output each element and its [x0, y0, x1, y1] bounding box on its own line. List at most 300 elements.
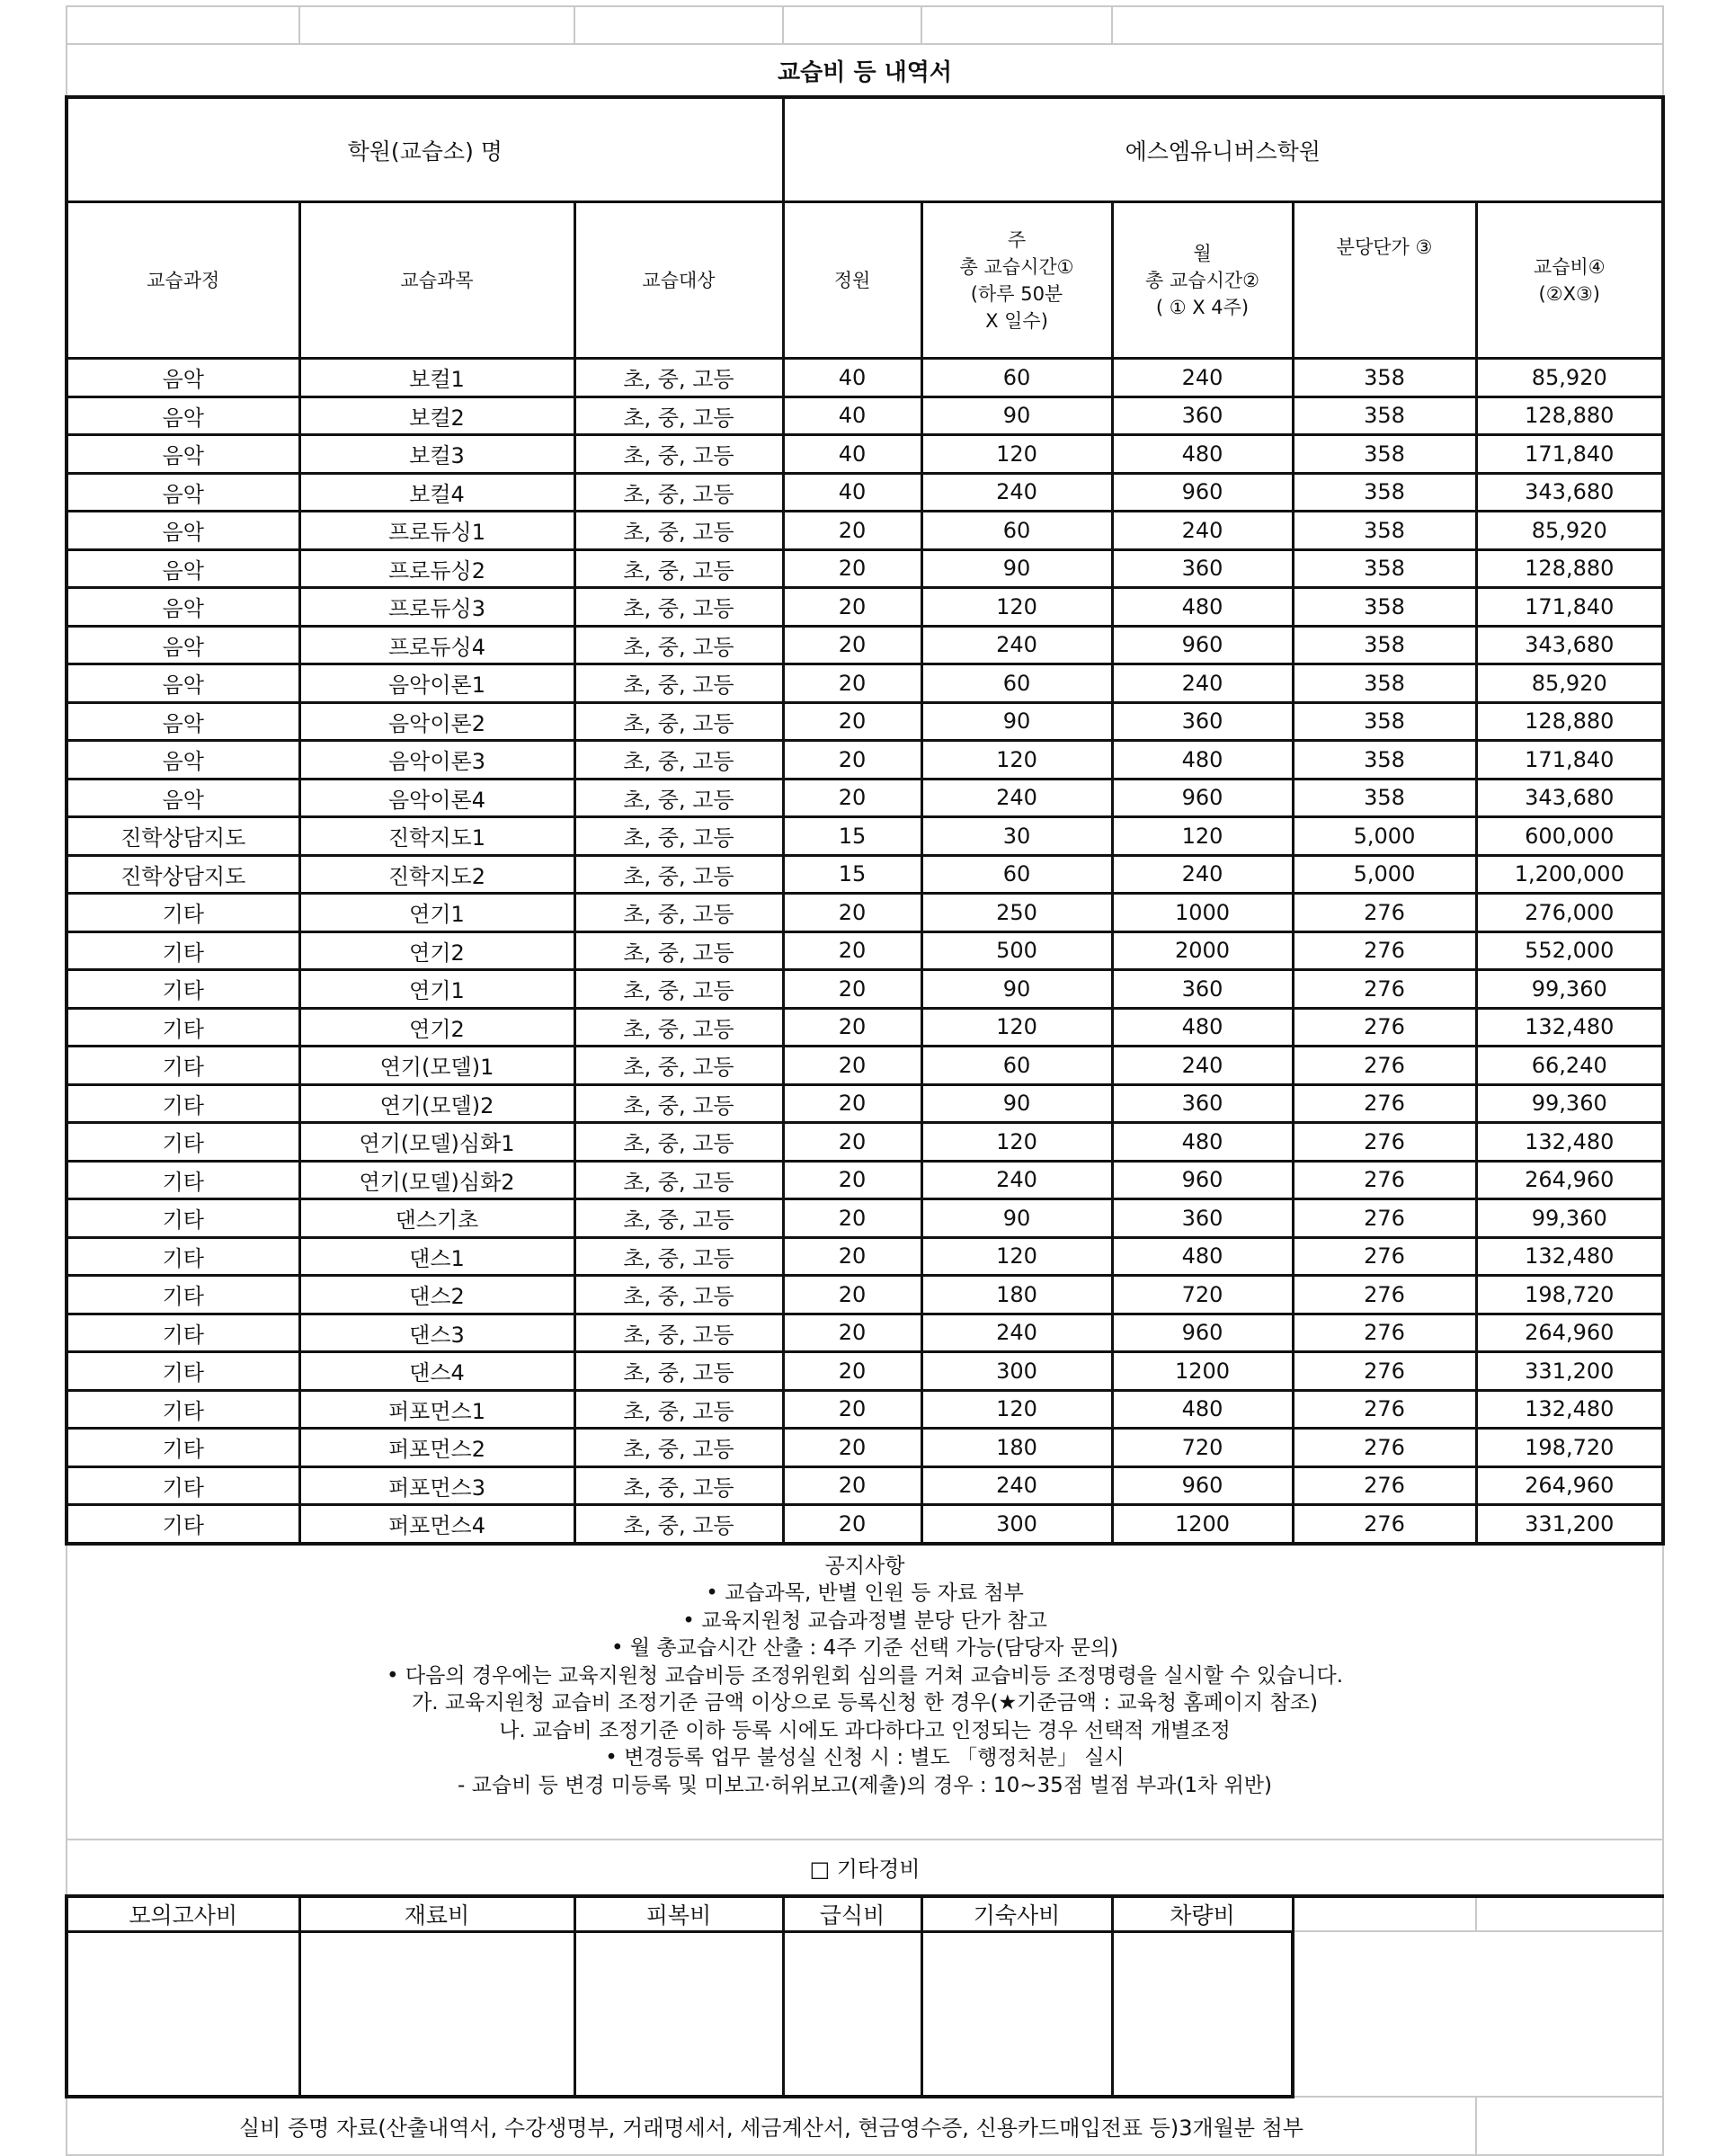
row-unit-price: 358 — [1293, 664, 1476, 703]
expense-blank — [1293, 1931, 1663, 2097]
row-course: 기타 — [67, 1314, 299, 1352]
row-course: 음악 — [67, 588, 299, 627]
row-target: 초, 중, 고등 — [574, 817, 783, 856]
row-subject: 연기(모델)심화1 — [299, 1123, 574, 1162]
row-monthly-hours: 960 — [1112, 1466, 1293, 1505]
header-course: 교습과정 — [67, 202, 299, 359]
table-row — [67, 359, 1663, 397]
expense-blank — [1476, 1896, 1663, 1932]
row-fee: 331,200 — [1476, 1352, 1663, 1391]
row-capacity: 20 — [783, 512, 921, 550]
row-unit-price: 276 — [1293, 1352, 1476, 1391]
row-target: 초, 중, 고등 — [574, 1276, 783, 1314]
footer-note: 실비 증명 자료(산출내역서, 수강생명부, 거래명세서, 세금계산서, 현금영수증, 신용카드매입전표 등)3개월분 첨부 — [67, 2097, 1476, 2155]
row-capacity: 20 — [783, 1352, 921, 1391]
row-monthly-hours: 1200 — [1112, 1352, 1293, 1391]
row-weekly-hours: 250 — [921, 894, 1112, 932]
row-fee: 343,680 — [1476, 626, 1663, 664]
table-row — [67, 1084, 1663, 1123]
expense-value-cell[interactable] — [299, 1931, 574, 2097]
row-target: 초, 중, 고등 — [574, 1084, 783, 1123]
row-subject: 프로듀싱4 — [299, 626, 574, 664]
row-fee: 343,680 — [1476, 473, 1663, 512]
row-weekly-hours: 60 — [921, 1047, 1112, 1085]
header-weekly-line: X 일수) — [985, 309, 1048, 332]
row-fee: 99,360 — [1476, 1084, 1663, 1123]
row-course: 기타 — [67, 1390, 299, 1429]
row-monthly-hours: 960 — [1112, 1161, 1293, 1199]
row-fee: 343,680 — [1476, 779, 1663, 817]
row-monthly-hours: 240 — [1112, 359, 1293, 397]
other-expenses-title: □ 기타경비 — [67, 1840, 1663, 1896]
expense-value-cell[interactable] — [574, 1931, 783, 2097]
row-subject: 진학지도2 — [299, 855, 574, 894]
row-fee: 171,840 — [1476, 435, 1663, 474]
row-fee: 171,840 — [1476, 741, 1663, 780]
row-course: 음악 — [67, 396, 299, 435]
row-course: 기타 — [67, 1505, 299, 1544]
table-row — [67, 1047, 1663, 1085]
row-weekly-hours: 240 — [921, 1466, 1112, 1505]
row-target: 초, 중, 고등 — [574, 855, 783, 894]
row-course: 음악 — [67, 512, 299, 550]
row-fee: 128,880 — [1476, 396, 1663, 435]
table-row — [67, 817, 1663, 856]
row-capacity: 20 — [783, 1390, 921, 1429]
row-subject: 진학지도1 — [299, 817, 574, 856]
row-target: 초, 중, 고등 — [574, 702, 783, 741]
row-fee: 264,960 — [1476, 1161, 1663, 1199]
row-course: 음악 — [67, 435, 299, 474]
row-target: 초, 중, 고등 — [574, 1161, 783, 1199]
row-fee: 600,000 — [1476, 817, 1663, 856]
row-capacity: 40 — [783, 396, 921, 435]
row-weekly-hours: 240 — [921, 1161, 1112, 1199]
row-capacity: 20 — [783, 1008, 921, 1047]
row-capacity: 20 — [783, 1466, 921, 1505]
fee-table — [65, 5, 1665, 2156]
row-target: 초, 중, 고등 — [574, 626, 783, 664]
header-weekly-line: 총 교습시간① — [959, 255, 1074, 278]
row-capacity: 20 — [783, 588, 921, 627]
institute-name: 에스엠유니버스학원 — [783, 97, 1663, 202]
row-course: 기타 — [67, 970, 299, 1009]
row-unit-price: 358 — [1293, 473, 1476, 512]
row-target: 초, 중, 고등 — [574, 1429, 783, 1467]
row-subject: 연기1 — [299, 970, 574, 1009]
row-capacity: 20 — [783, 894, 921, 932]
row-capacity: 20 — [783, 1314, 921, 1352]
table-row — [67, 1314, 1663, 1352]
row-unit-price: 276 — [1293, 894, 1476, 932]
row-capacity: 20 — [783, 741, 921, 780]
row-subject: 연기(모델)2 — [299, 1084, 574, 1123]
header-weekly-line: (하루 50분 — [970, 282, 1063, 305]
table-row — [67, 970, 1663, 1009]
row-target: 초, 중, 고등 — [574, 512, 783, 550]
row-subject: 연기1 — [299, 894, 574, 932]
row-unit-price: 358 — [1293, 435, 1476, 474]
expense-materials: 재료비 — [299, 1896, 574, 1932]
row-subject: 음악이론4 — [299, 779, 574, 817]
expense-value-cell[interactable] — [921, 1931, 1112, 2097]
row-fee: 264,960 — [1476, 1314, 1663, 1352]
notice-line: - 교습비 등 변경 미등록 및 미보고·허위보고(제출)의 경우 : 10~35점 벌점 부과(1차 위반) — [458, 1773, 1272, 1797]
row-target: 초, 중, 고등 — [574, 549, 783, 588]
row-course: 기타 — [67, 894, 299, 932]
row-subject: 연기(모델)심화2 — [299, 1161, 574, 1199]
row-capacity: 20 — [783, 664, 921, 703]
row-monthly-hours: 480 — [1112, 1237, 1293, 1276]
row-weekly-hours: 300 — [921, 1505, 1112, 1544]
row-weekly-hours: 240 — [921, 626, 1112, 664]
table-row — [67, 588, 1663, 627]
row-subject: 보컬3 — [299, 435, 574, 474]
row-monthly-hours: 240 — [1112, 512, 1293, 550]
row-fee: 99,360 — [1476, 1199, 1663, 1238]
footer-blank — [1476, 2097, 1663, 2155]
row-subject: 퍼포먼스4 — [299, 1505, 574, 1544]
row-target: 초, 중, 고등 — [574, 588, 783, 627]
row-subject: 보컬1 — [299, 359, 574, 397]
row-monthly-hours: 360 — [1112, 702, 1293, 741]
row-weekly-hours: 120 — [921, 435, 1112, 474]
row-unit-price: 358 — [1293, 702, 1476, 741]
row-capacity: 20 — [783, 1161, 921, 1199]
row-target: 초, 중, 고등 — [574, 1008, 783, 1047]
table-row — [67, 512, 1663, 550]
row-target: 초, 중, 고등 — [574, 741, 783, 780]
row-target: 초, 중, 고등 — [574, 664, 783, 703]
row-capacity: 20 — [783, 1429, 921, 1467]
row-monthly-hours: 120 — [1112, 817, 1293, 856]
row-fee: 198,720 — [1476, 1429, 1663, 1467]
row-monthly-hours: 480 — [1112, 1390, 1293, 1429]
row-unit-price: 276 — [1293, 1199, 1476, 1238]
row-capacity: 15 — [783, 817, 921, 856]
table-row — [67, 1390, 1663, 1429]
row-fee: 128,880 — [1476, 549, 1663, 588]
row-fee: 132,480 — [1476, 1390, 1663, 1429]
table-row — [67, 396, 1663, 435]
header-fee — [1476, 202, 1663, 359]
row-capacity: 20 — [783, 626, 921, 664]
notice-line: • 월 총교습시간 산출 : 4주 기준 선택 가능(담당자 문의) — [610, 1636, 1119, 1660]
row-fee: 198,720 — [1476, 1276, 1663, 1314]
header-subject: 교습과목 — [299, 202, 574, 359]
row-course: 음악 — [67, 702, 299, 741]
row-fee: 264,960 — [1476, 1466, 1663, 1505]
row-monthly-hours: 720 — [1112, 1429, 1293, 1467]
header-fee-line: 교습비④ — [1533, 255, 1606, 278]
table-row — [67, 779, 1663, 817]
row-capacity: 20 — [783, 1047, 921, 1085]
row-course: 기타 — [67, 1123, 299, 1162]
row-course: 기타 — [67, 1047, 299, 1085]
row-course: 기타 — [67, 1161, 299, 1199]
row-capacity: 20 — [783, 702, 921, 741]
table-row — [67, 473, 1663, 512]
row-monthly-hours: 480 — [1112, 588, 1293, 627]
institute-label: 학원(교습소) 명 — [67, 97, 783, 202]
row-unit-price: 276 — [1293, 1276, 1476, 1314]
row-unit-price: 276 — [1293, 1237, 1476, 1276]
row-fee: 85,920 — [1476, 664, 1663, 703]
row-capacity: 20 — [783, 1199, 921, 1238]
expense-clothing: 피복비 — [574, 1896, 783, 1932]
row-monthly-hours: 360 — [1112, 396, 1293, 435]
row-target: 초, 중, 고등 — [574, 1314, 783, 1352]
row-unit-price: 358 — [1293, 549, 1476, 588]
row-course: 기타 — [67, 1237, 299, 1276]
row-fee: 85,920 — [1476, 359, 1663, 397]
row-weekly-hours: 120 — [921, 1123, 1112, 1162]
row-fee: 171,840 — [1476, 588, 1663, 627]
row-monthly-hours: 2000 — [1112, 931, 1293, 970]
row-unit-price: 358 — [1293, 626, 1476, 664]
expense-value-cell[interactable] — [783, 1931, 921, 2097]
row-monthly-hours: 480 — [1112, 1008, 1293, 1047]
row-unit-price: 276 — [1293, 1390, 1476, 1429]
row-unit-price: 276 — [1293, 1047, 1476, 1085]
row-subject: 댄스2 — [299, 1276, 574, 1314]
row-monthly-hours: 960 — [1112, 626, 1293, 664]
expense-dormitory: 기숙사비 — [921, 1896, 1112, 1932]
row-subject: 댄스3 — [299, 1314, 574, 1352]
row-capacity: 40 — [783, 473, 921, 512]
row-capacity: 20 — [783, 779, 921, 817]
notice-line: 나. 교습비 조정기준 이하 등록 시에도 과다하다고 인정되는 경우 선택적 개별조정 — [499, 1718, 1231, 1742]
row-capacity: 20 — [783, 1084, 921, 1123]
table-row — [67, 1505, 1663, 1544]
row-weekly-hours: 90 — [921, 1084, 1112, 1123]
row-target: 초, 중, 고등 — [574, 931, 783, 970]
row-target: 초, 중, 고등 — [574, 473, 783, 512]
row-capacity: 20 — [783, 1276, 921, 1314]
table-row — [67, 626, 1663, 664]
row-monthly-hours: 240 — [1112, 1047, 1293, 1085]
table-row — [67, 1008, 1663, 1047]
row-capacity: 20 — [783, 970, 921, 1009]
notice-line: 가. 교육지원청 교습비 조정기준 금액 이상으로 등록신청 한 경우(★기준금액 : 교육청 홈페이지 참조) — [412, 1691, 1318, 1715]
row-fee: 99,360 — [1476, 970, 1663, 1009]
row-fee: 66,240 — [1476, 1047, 1663, 1085]
row-course: 진학상담지도 — [67, 855, 299, 894]
row-target: 초, 중, 고등 — [574, 1047, 783, 1085]
expense-mock-exam: 모의고사비 — [67, 1896, 299, 1932]
row-subject: 연기2 — [299, 931, 574, 970]
institute-row — [67, 97, 1663, 202]
row-subject: 프로듀싱2 — [299, 549, 574, 588]
row-course: 음악 — [67, 359, 299, 397]
table-row — [67, 1429, 1663, 1467]
row-course: 음악 — [67, 549, 299, 588]
row-weekly-hours: 180 — [921, 1276, 1112, 1314]
row-weekly-hours: 120 — [921, 741, 1112, 780]
row-weekly-hours: 240 — [921, 473, 1112, 512]
row-fee: 276,000 — [1476, 894, 1663, 932]
row-course: 음악 — [67, 741, 299, 780]
row-unit-price: 358 — [1293, 588, 1476, 627]
blank-top-row — [67, 6, 1663, 44]
row-course: 기타 — [67, 1084, 299, 1123]
table-row — [67, 1466, 1663, 1505]
row-subject: 프로듀싱1 — [299, 512, 574, 550]
row-target: 초, 중, 고등 — [574, 1237, 783, 1276]
row-capacity: 20 — [783, 1123, 921, 1162]
row-fee: 331,200 — [1476, 1505, 1663, 1544]
row-weekly-hours: 90 — [921, 702, 1112, 741]
row-weekly-hours: 500 — [921, 931, 1112, 970]
row-monthly-hours: 360 — [1112, 1084, 1293, 1123]
row-monthly-hours: 360 — [1112, 549, 1293, 588]
row-monthly-hours: 360 — [1112, 1199, 1293, 1238]
row-unit-price: 358 — [1293, 779, 1476, 817]
table-row — [67, 1199, 1663, 1238]
row-monthly-hours: 480 — [1112, 1123, 1293, 1162]
row-fee: 132,480 — [1476, 1008, 1663, 1047]
row-course: 음악 — [67, 664, 299, 703]
row-course: 기타 — [67, 931, 299, 970]
row-unit-price: 276 — [1293, 931, 1476, 970]
row-fee: 85,920 — [1476, 512, 1663, 550]
row-weekly-hours: 90 — [921, 549, 1112, 588]
row-target: 초, 중, 고등 — [574, 779, 783, 817]
row-capacity: 20 — [783, 549, 921, 588]
row-weekly-hours: 120 — [921, 1237, 1112, 1276]
table-row — [67, 702, 1663, 741]
row-target: 초, 중, 고등 — [574, 970, 783, 1009]
row-weekly-hours: 180 — [921, 1429, 1112, 1467]
row-weekly-hours: 60 — [921, 855, 1112, 894]
row-weekly-hours: 90 — [921, 396, 1112, 435]
row-subject: 퍼포먼스2 — [299, 1429, 574, 1467]
header-weekly-line: 주 — [1007, 228, 1027, 251]
row-capacity: 20 — [783, 1505, 921, 1544]
row-capacity: 20 — [783, 1237, 921, 1276]
table-row — [67, 1161, 1663, 1199]
row-course: 음악 — [67, 779, 299, 817]
row-target: 초, 중, 고등 — [574, 894, 783, 932]
row-subject: 음악이론1 — [299, 664, 574, 703]
header-monthly-line: 월 — [1193, 242, 1212, 264]
expense-vehicle: 차량비 — [1112, 1896, 1293, 1932]
row-subject: 퍼포먼스3 — [299, 1466, 574, 1505]
row-capacity: 20 — [783, 931, 921, 970]
header-unit-price: 분당단가 ③ — [1293, 202, 1476, 359]
table-row — [67, 1276, 1663, 1314]
row-unit-price: 276 — [1293, 1123, 1476, 1162]
row-subject: 연기2 — [299, 1008, 574, 1047]
row-fee: 128,880 — [1476, 702, 1663, 741]
row-target: 초, 중, 고등 — [574, 1505, 783, 1544]
notice-line: • 교습과목, 반별 인원 등 자료 첨부 — [706, 1581, 1024, 1605]
row-subject: 댄스기초 — [299, 1199, 574, 1238]
row-fee: 1,200,000 — [1476, 855, 1663, 894]
other-expenses-header-row — [67, 1896, 1663, 1932]
expense-value-cell[interactable] — [1112, 1931, 1293, 2097]
table-row — [67, 855, 1663, 894]
header-monthly-hours — [1112, 202, 1293, 359]
row-target: 초, 중, 고등 — [574, 1390, 783, 1429]
fee-statement-sheet — [65, 5, 1661, 2156]
header-capacity: 정원 — [783, 202, 921, 359]
expense-blank — [1293, 1896, 1476, 1932]
row-subject: 댄스4 — [299, 1352, 574, 1391]
table-row — [67, 664, 1663, 703]
row-capacity: 15 — [783, 855, 921, 894]
row-capacity: 40 — [783, 359, 921, 397]
row-monthly-hours: 1200 — [1112, 1505, 1293, 1544]
header-weekly-hours — [921, 202, 1112, 359]
row-fee: 132,480 — [1476, 1123, 1663, 1162]
row-subject: 퍼포먼스1 — [299, 1390, 574, 1429]
row-target: 초, 중, 고등 — [574, 435, 783, 474]
row-subject: 음악이론2 — [299, 702, 574, 741]
row-monthly-hours: 240 — [1112, 855, 1293, 894]
row-target: 초, 중, 고등 — [574, 1466, 783, 1505]
row-unit-price: 358 — [1293, 741, 1476, 780]
row-course: 기타 — [67, 1276, 299, 1314]
row-weekly-hours: 60 — [921, 359, 1112, 397]
row-target: 초, 중, 고등 — [574, 1352, 783, 1391]
row-weekly-hours: 120 — [921, 1390, 1112, 1429]
row-weekly-hours: 240 — [921, 779, 1112, 817]
row-weekly-hours: 60 — [921, 512, 1112, 550]
row-unit-price: 276 — [1293, 1161, 1476, 1199]
row-capacity: 40 — [783, 435, 921, 474]
row-unit-price: 276 — [1293, 1505, 1476, 1544]
row-target: 초, 중, 고등 — [574, 396, 783, 435]
row-monthly-hours: 960 — [1112, 779, 1293, 817]
row-weekly-hours: 30 — [921, 817, 1112, 856]
row-subject: 음악이론3 — [299, 741, 574, 780]
table-row — [67, 741, 1663, 780]
row-weekly-hours: 120 — [921, 588, 1112, 627]
row-subject: 연기(모델)1 — [299, 1047, 574, 1085]
header-monthly-line: ( ① X 4주) — [1155, 296, 1250, 318]
row-unit-price: 276 — [1293, 1429, 1476, 1467]
row-unit-price: 276 — [1293, 1008, 1476, 1047]
expense-value-cell[interactable] — [67, 1931, 299, 2097]
row-subject: 댄스1 — [299, 1237, 574, 1276]
row-weekly-hours: 120 — [921, 1008, 1112, 1047]
header-monthly-line: 총 교습시간② — [1145, 269, 1259, 291]
row-subject: 프로듀싱3 — [299, 588, 574, 627]
notice-section — [67, 1544, 1663, 1840]
row-course: 음악 — [67, 473, 299, 512]
row-weekly-hours: 90 — [921, 1199, 1112, 1238]
expense-meals: 급식비 — [783, 1896, 921, 1932]
row-fee: 132,480 — [1476, 1237, 1663, 1276]
other-expenses-value-row — [67, 1931, 1663, 2097]
row-unit-price: 276 — [1293, 1314, 1476, 1352]
table-row — [67, 549, 1663, 588]
row-unit-price: 358 — [1293, 512, 1476, 550]
notice-line: • 교육지원청 교습과정별 분당 단가 참고 — [682, 1608, 1047, 1633]
row-unit-price: 5,000 — [1293, 817, 1476, 856]
row-monthly-hours: 1000 — [1112, 894, 1293, 932]
table-row — [67, 931, 1663, 970]
row-monthly-hours: 960 — [1112, 473, 1293, 512]
row-monthly-hours: 360 — [1112, 970, 1293, 1009]
notice-line: • 다음의 경우에는 교육지원청 교습비등 조정위원회 심의를 거쳐 교습비등 조정명령을 실시할 수 있습니다. — [387, 1663, 1343, 1688]
row-monthly-hours: 720 — [1112, 1276, 1293, 1314]
header-fee-line: (②X③) — [1538, 282, 1600, 305]
row-unit-price: 276 — [1293, 1466, 1476, 1505]
row-subject: 보컬4 — [299, 473, 574, 512]
table-row — [67, 1237, 1663, 1276]
